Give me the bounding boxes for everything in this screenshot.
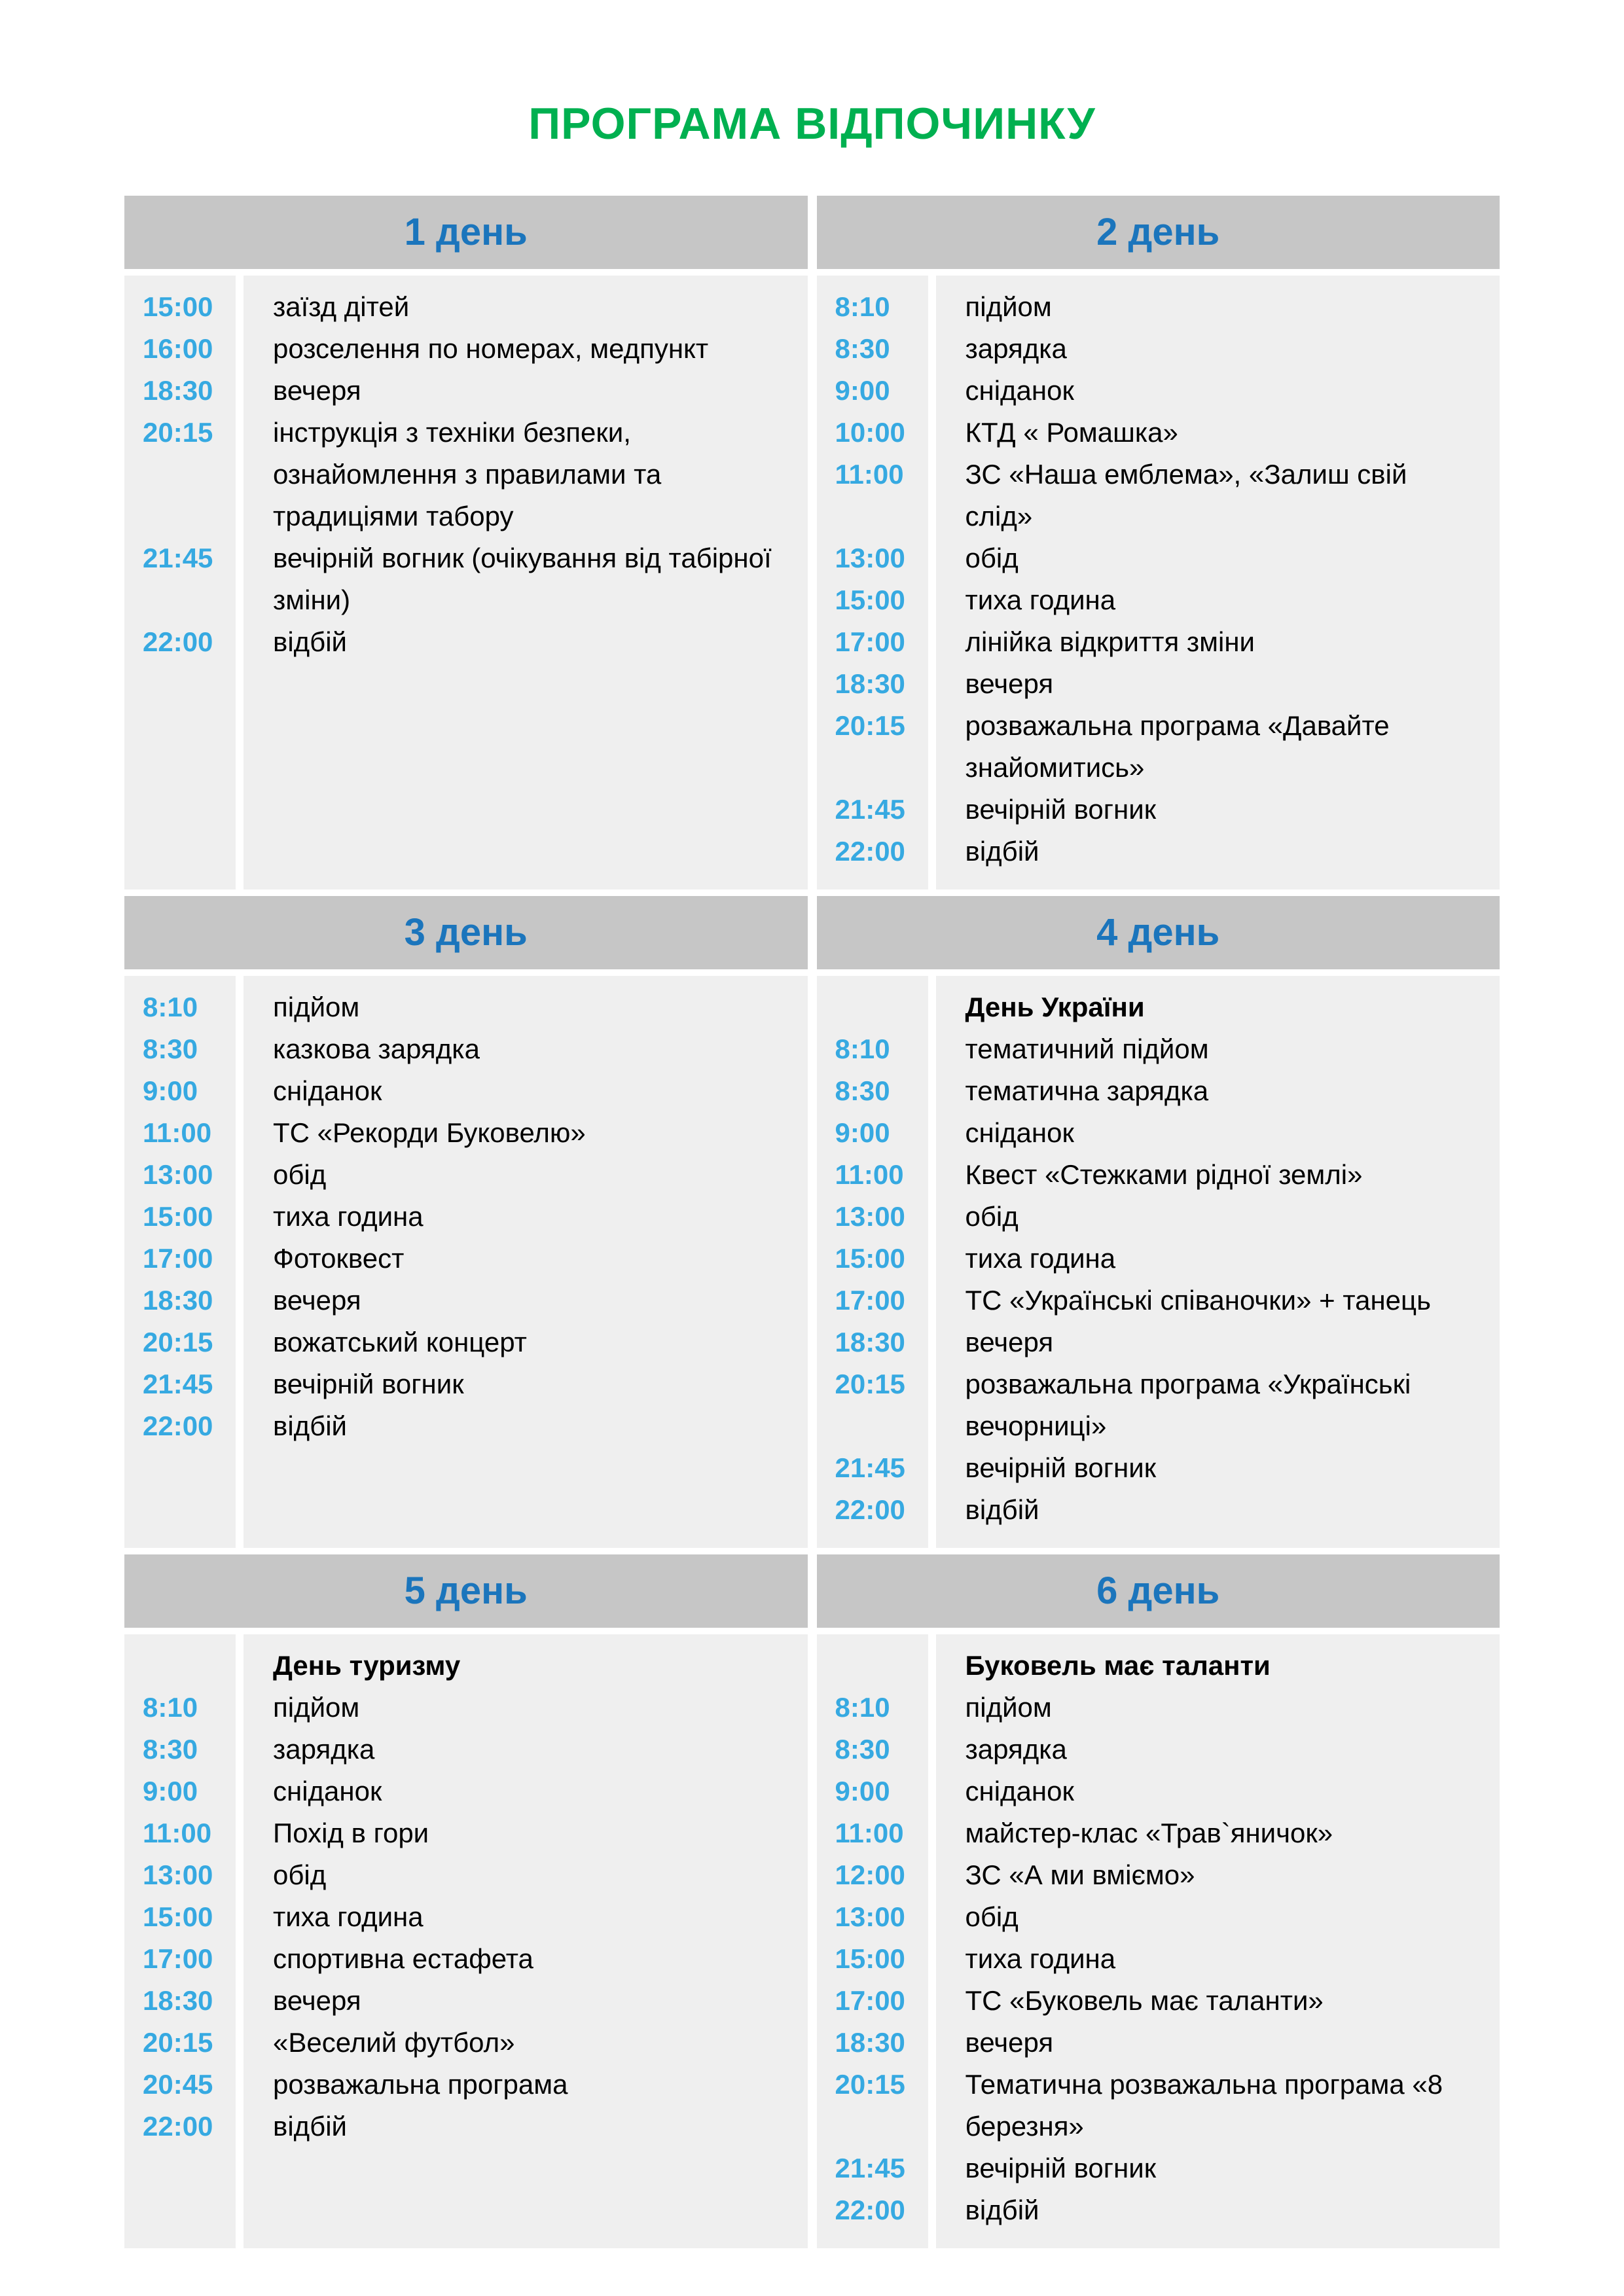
day-header — [817, 896, 1500, 969]
item-activity: заїзд дітей — [273, 291, 410, 322]
day-panel — [124, 276, 808, 889]
item-time: 13:00 — [143, 1859, 213, 1890]
item-time: 21:45 — [835, 2152, 905, 2183]
item-time: 11:00 — [143, 1117, 212, 1148]
day-header-label: 3 день — [404, 911, 528, 954]
item-activity: вечірній вогник — [965, 793, 1157, 825]
item-activity: ТС «Українські співаночки» + танець — [965, 1284, 1431, 1316]
item-activity: зарядка — [965, 1733, 1067, 1765]
item-activity: вожатський концерт — [273, 1326, 527, 1357]
item-activity: тиха година — [965, 584, 1116, 615]
item-activity: сніданок — [965, 374, 1074, 406]
item-time: 9:00 — [835, 374, 890, 406]
item-time: 11:00 — [835, 1817, 904, 1848]
item-activity: обід — [273, 1859, 327, 1890]
item-activity: підйом — [965, 1691, 1052, 1723]
item-time: 22:00 — [835, 2194, 905, 2225]
item-activity: розселення по номерах, медпункт — [273, 332, 709, 364]
item-activity: Квест «Стежками рідної землі» — [965, 1158, 1363, 1190]
day-theme-title: День туризму — [273, 1649, 461, 1681]
item-time: 8:10 — [143, 991, 198, 1022]
item-activity: тематичний підйом — [965, 1033, 1209, 1064]
item-time: 17:00 — [143, 1943, 213, 1974]
day-panel — [817, 976, 1500, 1548]
item-activity: відбій — [965, 1494, 1039, 1525]
item-activity: лінійка відкриття зміни — [965, 626, 1255, 657]
item-activity: вечеря — [273, 1984, 361, 2016]
day-header-label: 4 день — [1096, 911, 1220, 954]
item-activity: обід — [965, 1200, 1019, 1232]
item-activity: Фотоквест — [273, 1242, 405, 1274]
item-time: 21:45 — [835, 1452, 905, 1483]
item-time: 8:30 — [835, 1075, 890, 1106]
item-time: 17:00 — [835, 1284, 905, 1316]
item-time: 18:30 — [835, 668, 905, 699]
item-activity: тиха година — [965, 1943, 1116, 1974]
item-time: 15:00 — [143, 1200, 213, 1232]
item-activity: ТС «Рекорди Буковелю» — [273, 1117, 586, 1148]
item-time: 15:00 — [835, 1242, 905, 1274]
item-activity: розважальна програма «Давайте знайомитись» — [965, 709, 1390, 783]
item-activity: сніданок — [965, 1117, 1074, 1148]
item-time: 20:15 — [835, 709, 905, 741]
item-activity: вечеря — [965, 2026, 1054, 2058]
item-activity: зарядка — [965, 332, 1067, 364]
item-time: 8:10 — [835, 291, 890, 322]
day-panel — [817, 1634, 1500, 2248]
item-activity: обід — [273, 1158, 327, 1190]
item-time — [817, 1645, 928, 1687]
day-header — [817, 196, 1500, 269]
item-time: 13:00 — [835, 542, 905, 573]
item-activity: спортивна естафета — [273, 1943, 533, 1974]
item-time: 10:00 — [835, 416, 905, 448]
item-time: 22:00 — [835, 1494, 905, 1525]
item-time: 8:30 — [143, 1033, 198, 1064]
item-activity: відбій — [965, 835, 1039, 867]
item-time — [817, 986, 928, 1028]
item-activity: тематична зарядка — [965, 1075, 1209, 1106]
day-panel — [124, 1634, 808, 2248]
item-time: 8:30 — [835, 332, 890, 364]
item-activity: вечірній вогник — [965, 1452, 1157, 1483]
item-time — [124, 1645, 236, 1687]
item-activity: розважальна програма «Українські вечорниці» — [965, 1368, 1411, 1441]
item-time: 11:00 — [835, 458, 904, 490]
item-time: 13:00 — [143, 1158, 213, 1190]
item-time: 15:00 — [835, 584, 905, 615]
item-time: 17:00 — [835, 1984, 905, 2016]
day-header — [817, 1554, 1500, 1628]
item-activity: підйом — [965, 291, 1052, 322]
item-time: 15:00 — [143, 291, 213, 322]
item-time: 18:30 — [143, 374, 213, 406]
item-time: 22:00 — [143, 626, 213, 657]
day-header-label: 2 день — [1096, 211, 1220, 254]
item-activity: підйом — [273, 991, 360, 1022]
item-activity: сніданок — [965, 1775, 1074, 1806]
item-time: 8:10 — [835, 1033, 890, 1064]
item-time: 18:30 — [835, 2026, 905, 2058]
item-activity: вечірній вогник — [273, 1368, 464, 1399]
item-time: 8:30 — [143, 1733, 198, 1765]
item-time: 15:00 — [143, 1901, 213, 1932]
page-title: ПРОГРАМА ВІДПОЧИНКУ — [528, 99, 1096, 149]
item-activity: тиха година — [273, 1901, 424, 1932]
day-theme-title: День України — [965, 991, 1145, 1022]
item-time: 13:00 — [835, 1200, 905, 1232]
item-activity: ЗС «Наша емблема», «Залиш свій слід» — [965, 458, 1407, 531]
item-time: 11:00 — [143, 1817, 212, 1848]
item-activity: вечеря — [965, 1326, 1054, 1357]
item-time: 20:15 — [143, 1326, 213, 1357]
item-time: 18:30 — [835, 1326, 905, 1357]
item-time: 9:00 — [835, 1117, 890, 1148]
item-time: 20:15 — [835, 1368, 905, 1399]
day-theme-title: Буковель має таланти — [965, 1649, 1271, 1681]
item-activity: вечеря — [273, 374, 361, 406]
item-time: 9:00 — [143, 1075, 198, 1106]
schedule-table — [124, 196, 1500, 2248]
item-time: 13:00 — [835, 1901, 905, 1932]
item-time: 20:15 — [143, 2026, 213, 2058]
item-time: 18:30 — [143, 1284, 213, 1316]
item-time: 22:00 — [143, 2110, 213, 2142]
day-header — [124, 1554, 808, 1628]
item-activity: підйом — [273, 1691, 360, 1723]
item-time: 20:15 — [835, 2068, 905, 2100]
item-time: 18:30 — [143, 1984, 213, 2016]
item-activity: розважальна програма — [273, 2068, 568, 2100]
item-activity: Тематична розважальна програма «8 березня» — [965, 2068, 1443, 2142]
item-activity: сніданок — [273, 1075, 382, 1106]
item-time: 15:00 — [835, 1943, 905, 1974]
item-activity: «Веселий футбол» — [273, 2026, 515, 2058]
item-time: 17:00 — [143, 1242, 213, 1274]
item-activity: КТД « Ромашка» — [965, 416, 1178, 448]
item-time: 12:00 — [835, 1859, 905, 1890]
item-activity: Похід в гори — [273, 1817, 429, 1848]
item-time: 21:45 — [835, 793, 905, 825]
day-header — [124, 896, 808, 969]
item-activity: відбій — [965, 2194, 1039, 2225]
day-header-label: 5 день — [404, 1570, 528, 1613]
item-time: 16:00 — [143, 332, 213, 364]
item-activity: вечеря — [273, 1284, 361, 1316]
item-activity: ТС «Буковель має таланти» — [965, 1984, 1324, 2016]
day-panel — [817, 276, 1500, 889]
item-activity: вечеря — [965, 668, 1054, 699]
item-activity: відбій — [273, 626, 347, 657]
item-time: 9:00 — [143, 1775, 198, 1806]
item-activity: тиха година — [965, 1242, 1116, 1274]
day-header-label: 1 день — [404, 211, 528, 254]
item-activity: відбій — [273, 1410, 347, 1441]
item-time: 22:00 — [143, 1410, 213, 1441]
item-activity: зарядка — [273, 1733, 375, 1765]
item-time: 22:00 — [835, 835, 905, 867]
item-activity: обід — [965, 542, 1019, 573]
item-time: 8:10 — [835, 1691, 890, 1723]
item-time: 21:45 — [143, 1368, 213, 1399]
day-header-label: 6 день — [1096, 1570, 1220, 1613]
day-panel — [124, 976, 808, 1548]
item-activity: обід — [965, 1901, 1019, 1932]
item-activity: інструкція з техніки безпеки, ознайомлення з правилами та традиціями табору — [273, 416, 662, 531]
item-time: 17:00 — [835, 626, 905, 657]
item-activity: відбій — [273, 2110, 347, 2142]
item-time: 9:00 — [835, 1775, 890, 1806]
item-time: 8:10 — [143, 1691, 198, 1723]
item-activity: вечірній вогник — [965, 2152, 1157, 2183]
item-activity: вечірній вогник (очікування від табірної зміни) — [273, 542, 772, 615]
item-activity: майстер-клас «Трав`яничок» — [965, 1817, 1333, 1848]
item-time: 11:00 — [835, 1158, 904, 1190]
item-activity: казкова зарядка — [273, 1033, 480, 1064]
item-activity: тиха година — [273, 1200, 424, 1232]
item-time: 20:45 — [143, 2068, 213, 2100]
item-time: 8:30 — [835, 1733, 890, 1765]
item-activity: ЗС «А ми вміємо» — [965, 1859, 1195, 1890]
day-header — [124, 196, 808, 269]
item-activity: сніданок — [273, 1775, 382, 1806]
item-time: 21:45 — [143, 542, 213, 573]
item-time: 20:15 — [143, 416, 213, 448]
